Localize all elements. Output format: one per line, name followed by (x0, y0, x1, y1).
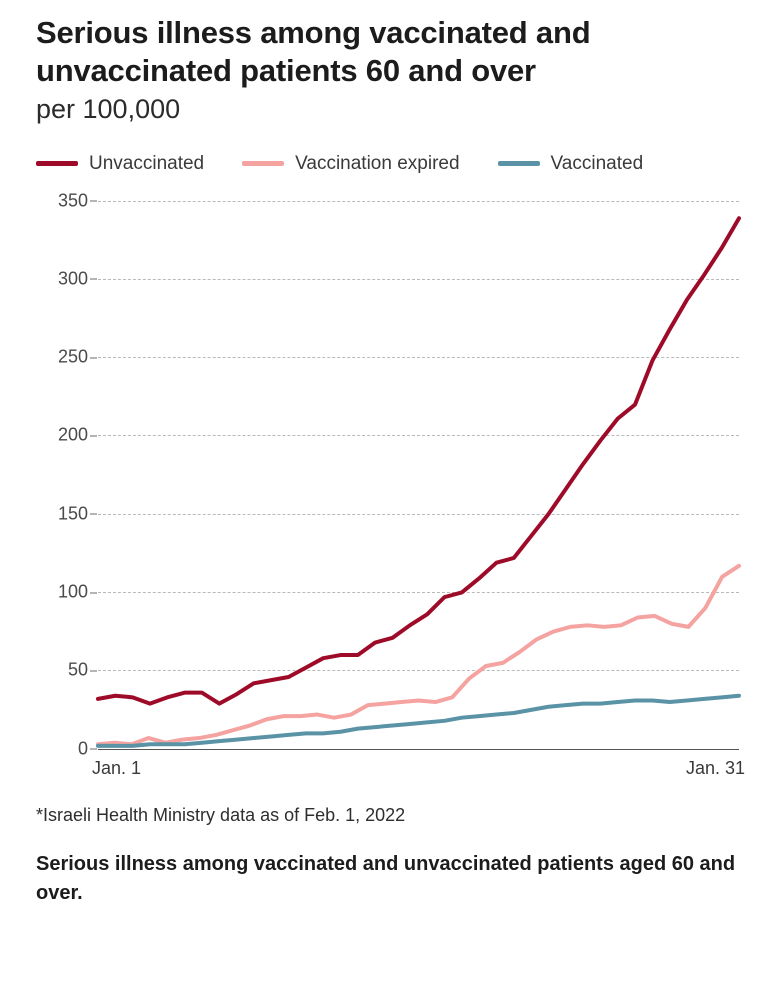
y-axis-tick-250: 250 (58, 347, 98, 368)
y-axis-tick-100: 100 (58, 582, 98, 603)
axis-baseline (98, 749, 739, 750)
y-axis-tick-0: 0 (78, 738, 98, 759)
legend-swatch-unvaccinated (36, 161, 78, 166)
legend-label-vaccination-expired: Vaccination expired (295, 152, 460, 174)
y-axis-tick-350: 350 (58, 190, 98, 211)
y-axis-tick-50: 50 (68, 660, 98, 681)
series-line-unvaccinated (98, 218, 739, 703)
legend-swatch-vaccinated (498, 161, 540, 166)
y-axis-tick-300: 300 (58, 268, 98, 289)
y-axis-tick-150: 150 (58, 503, 98, 524)
chart-area (36, 190, 745, 791)
legend-label-unvaccinated: Unvaccinated (89, 152, 205, 174)
legend-item-vaccinated (498, 153, 644, 175)
y-axis-tick-200: 200 (58, 425, 98, 446)
legend-item-vaccination-expired (242, 153, 459, 175)
page-title: Serious illness among vaccinated and unvaccinated patients 60 and over (36, 15, 591, 89)
series-line-vaccination-expired (98, 565, 739, 743)
x-axis-tick-end: Jan. 31 (685, 757, 745, 778)
legend-swatch-vaccination-expired (242, 161, 284, 166)
x-axis-tick-start: Jan. 1 (92, 757, 142, 778)
plot-region (57, 190, 745, 778)
chart-caption: Serious illness among vaccinated and unvaccinated patients aged 60 and over. (36, 852, 736, 904)
chart-subtitle: per 100,000 (36, 93, 181, 124)
source-note: *Israeli Health Ministry data as of Feb. 1, 2022 (36, 804, 406, 825)
series-lines (98, 201, 739, 749)
legend-item-unvaccinated (36, 153, 204, 175)
chart-legend (36, 153, 739, 175)
legend-label-vaccinated: Vaccinated (550, 152, 644, 174)
